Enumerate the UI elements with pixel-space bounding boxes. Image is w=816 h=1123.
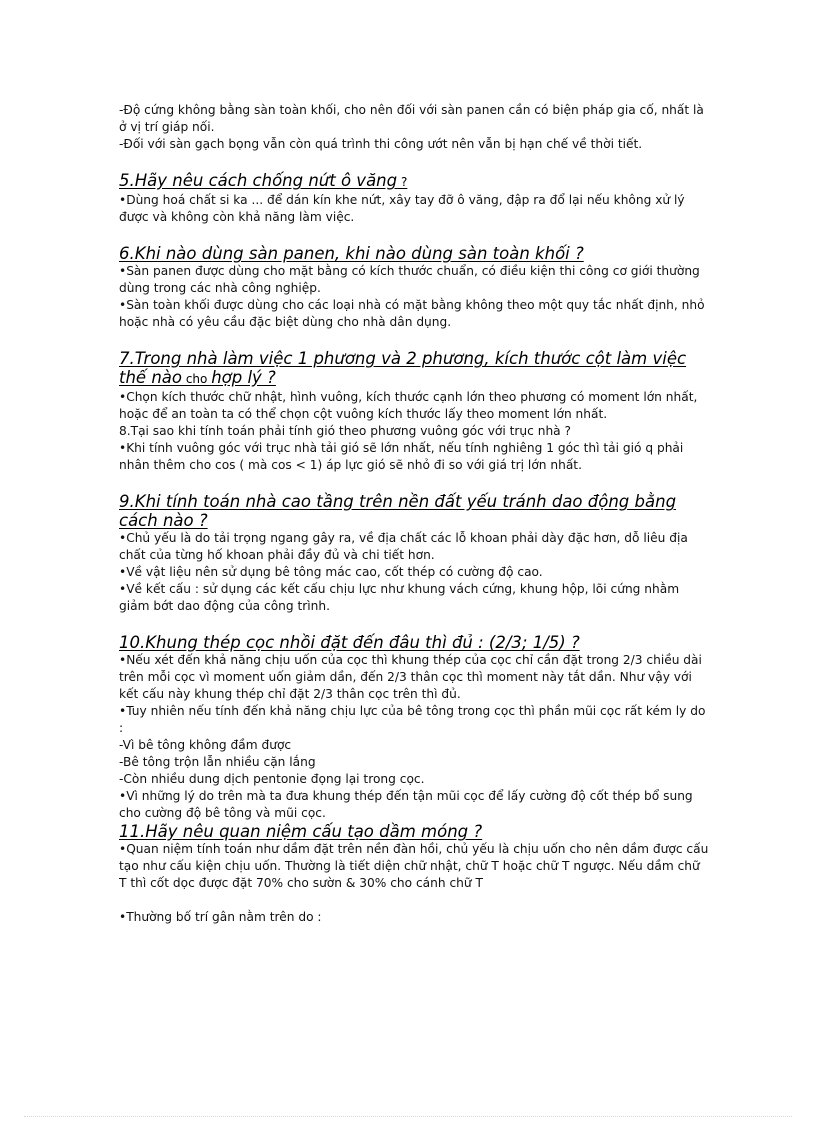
section-5-heading-tail: ? bbox=[397, 175, 408, 189]
section-10-paragraph-4: -Bê tông trộn lẫn nhiều cặn lắng bbox=[119, 755, 316, 769]
document-content bbox=[119, 102, 709, 926]
section-10-paragraph-3: -Vì bê tông không đầm được bbox=[119, 738, 292, 752]
section-5-paragraph-1: •Dùng hoá chất si ka ... để dán kín khe nứt, xây tay đỡ ô văng, đập ra đổ lại nếu không xử lý được và không còn khả năng làm việc. bbox=[119, 193, 685, 224]
section-7-paragraph-1: •Chọn kích thước chữ nhật, hình vuông, kích thước cạnh lớn theo phương có moment lớn nhất, hoặc để an toàn ta có thể chọn cột vuông kích thước lấy theo moment lớn nhất. bbox=[119, 390, 698, 421]
section-11-blank-line bbox=[119, 892, 709, 909]
section-7-heading-mid: cho bbox=[182, 372, 212, 386]
section-11-heading: 11.Hãy nêu quan niệm cấu tạo dầm móng ? bbox=[119, 822, 483, 841]
section-7-heading bbox=[119, 349, 709, 389]
section-6-paragraph-1: •Sàn panen được dùng cho mặt bằng có kích thước chuẩn, có điều kiện thi công cơ giới thường dùng trong các nhà công nghiệp. bbox=[119, 264, 700, 295]
section-5-heading bbox=[119, 171, 709, 192]
section-9-paragraph-3: •Về kết cấu : sử dụng các kết cấu chịu lực như khung vách cứng, khung hộp, lõi cứng nhằm giảm bớt dao động của công trình. bbox=[119, 582, 680, 613]
intro-paragraph-2: -Đối với sàn gạch bọng vẫn còn quá trình thi công ướt nên vẫn bị hạn chế về thời tiết. bbox=[119, 137, 643, 151]
section-9-paragraph-1: •Chủ yếu là do tải trọng ngang gây ra, về địa chất các lỗ khoan phải dày đặc hơn, dỗ liêu địa chất của từng hố khoan phải đầy đủ và chi tiết hơn. bbox=[119, 531, 688, 562]
section-10-paragraph-1: •Nếu xét đến khả năng chịu uốn của cọc thì khung thép của cọc chỉ cần đặt trong 2/3 chiều dài trên mỗi cọc vì moment uốn giảm dần, đến 2/3 thân cọc thì moment này tắt dần. Như vậy với kết cấu này khung thép chỉ đặt 2/3 thân cọc trên thì đủ. bbox=[119, 653, 702, 701]
section-11-paragraph-1: •Quan niệm tính toán như dầm đặt trên nền đàn hồi, chủ yếu là chịu uốn cho nên dầm được cấu tạo như cấu kiện chịu uốn. Thường là tiết diện chữ nhật, chữ T hoặc chữ T ngược. Nếu dầm chữ T thì cốt dọc được đặt 70% cho sườn & 30% cho cánh chữ T bbox=[119, 842, 709, 890]
section-5-heading-text: 5.Hãy nêu cách chống nứt ô văng bbox=[119, 171, 398, 190]
page-bottom-divider bbox=[24, 1116, 792, 1117]
section-10-paragraph-2: •Tuy nhiên nếu tính đến khả năng chịu lực của bê tông trong cọc thì phần mũi cọc rất kém ly do : bbox=[119, 704, 706, 735]
section-10-heading: 10.Khung thép cọc nhồi đặt đến đâu thì đủ : (2/3; 1/5) ? bbox=[119, 633, 580, 652]
section-9-paragraph-2: •Về vật liệu nên sử dụng bê tông mác cao, cốt thép có cường độ cao. bbox=[119, 565, 543, 579]
section-9-heading: 9.Khi tính toán nhà cao tầng trên nền đất yếu tránh dao động bằng cách nào ? bbox=[119, 492, 677, 530]
section-7-heading-a: 7.Trong nhà làm việc 1 phương và 2 phương, kích thước cột làm việc thế nào bbox=[119, 349, 687, 387]
section-11-paragraph-2: •Thường bố trí gân nằm trên do : bbox=[119, 910, 322, 924]
section-8-question: 8.Tại sao khi tính toán phải tính gió theo phương vuông góc với trục nhà ? bbox=[119, 424, 571, 438]
section-6-paragraph-2: •Sàn toàn khối được dùng cho các loại nhà có mặt bằng không theo một quy tắc nhất định, nhỏ hoặc nhà có yêu cầu đặc biệt dùng cho nhà dân dụng. bbox=[119, 298, 705, 329]
section-8-paragraph-1: •Khi tính vuông góc với trục nhà tải gió sẽ lớn nhất, nếu tính nghiêng 1 góc thì tải gió q phải nhân thêm cho cos ( mà cos < 1) áp lực gió sẽ nhỏ đi so với giá trị lớn nhất. bbox=[119, 441, 684, 472]
section-6-heading: 6.Khi nào dùng sàn panen, khi nào dùng sàn toàn khối ? bbox=[119, 244, 584, 263]
intro-paragraph-1: -Độ cứng không bằng sàn toàn khối, cho nên đối với sàn panen cần có biện pháp gia cố, nhất là ở vị trí giáp nối. bbox=[119, 103, 704, 134]
section-7-heading-b: hợp lý ? bbox=[211, 368, 276, 387]
section-10-paragraph-5: -Còn nhiều dung dịch pentonie đọng lại trong cọc. bbox=[119, 772, 425, 786]
section-10-paragraph-6: •Vì những lý do trên mà ta đưa khung thép đến tận mũi cọc để lấy cường độ cốt thép bổ sung cho cường độ bê tông và mũi cọc. bbox=[119, 789, 693, 820]
